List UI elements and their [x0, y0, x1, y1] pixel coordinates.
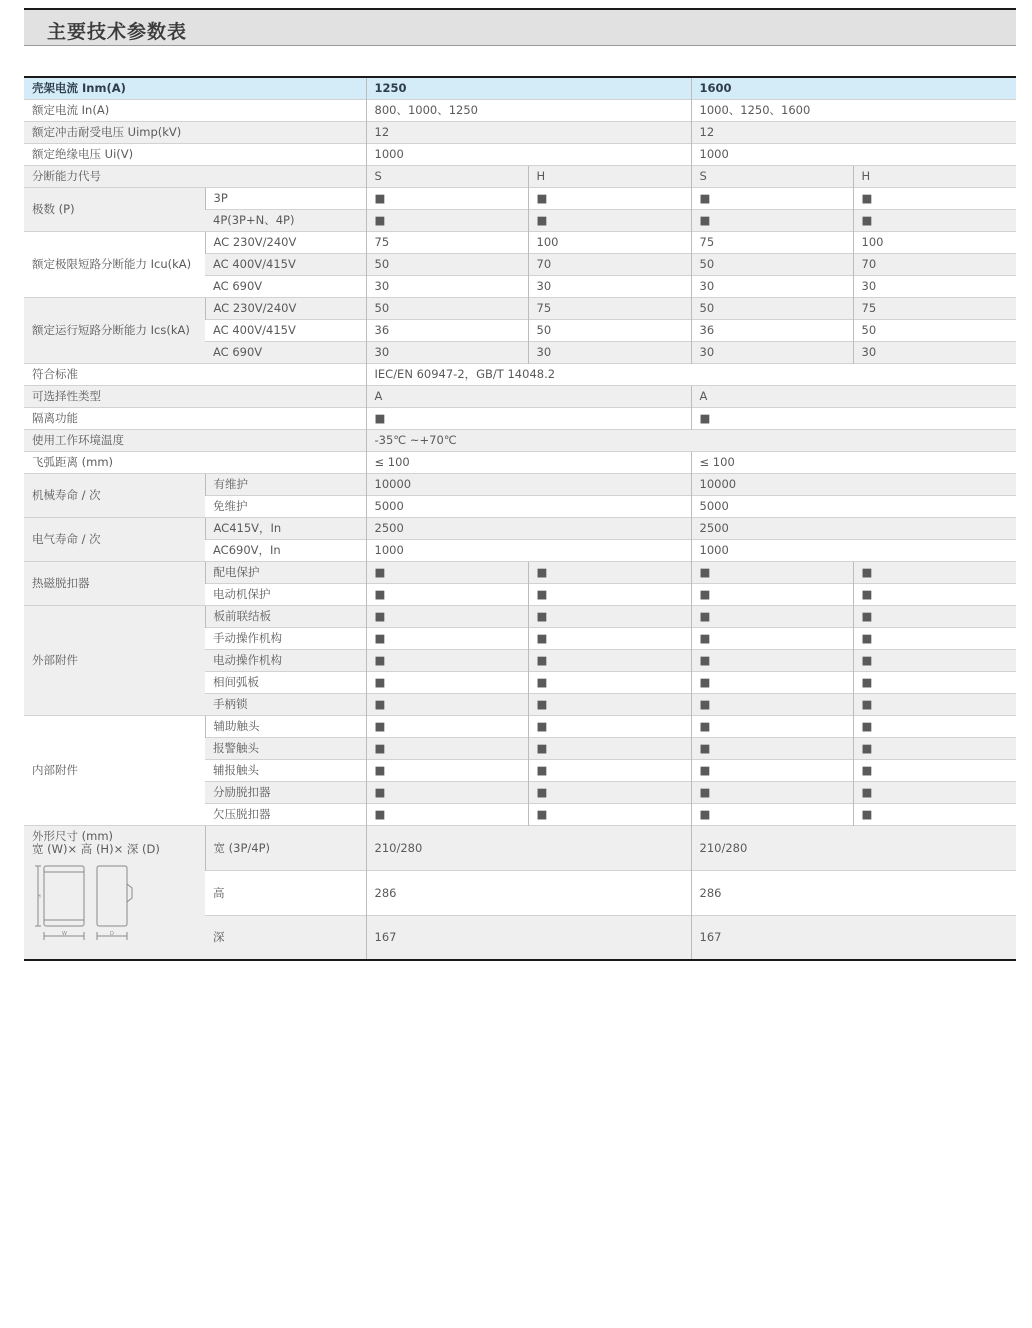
mark-cell: ■ — [366, 715, 528, 737]
table-row — [24, 297, 1016, 319]
row-label: 额定冲击耐受电压 Uimp(kV) — [24, 121, 366, 143]
cell-value: 100 — [853, 231, 1016, 253]
row-label: 符合标准 — [24, 363, 366, 385]
cell-value: 286 — [691, 870, 1016, 915]
mark-cell: ■ — [366, 671, 528, 693]
mark-cell: ■ — [691, 583, 853, 605]
cell-value: 50 — [366, 253, 528, 275]
cell-value: ≤ 100 — [366, 451, 691, 473]
row-group-label: 内部附件 — [24, 715, 205, 825]
mark-cell: ■ — [853, 649, 1016, 671]
row-group-label: 极数 (P) — [24, 187, 205, 231]
cell-value: 70 — [528, 253, 691, 275]
cell-value: 100 — [528, 231, 691, 253]
mark-cell: ■ — [366, 649, 528, 671]
row-sublabel: 电动机保护 — [205, 583, 366, 605]
mark-cell: ■ — [528, 209, 691, 231]
mark-cell: ■ — [853, 561, 1016, 583]
mark-cell: ■ — [853, 605, 1016, 627]
row-sublabel: 宽 (3P/4P) — [205, 825, 366, 870]
row-label: 额定电流 In(A) — [24, 99, 366, 121]
table-row — [24, 561, 1016, 583]
mark-cell: ■ — [528, 671, 691, 693]
mark-cell: ■ — [366, 605, 528, 627]
mark-cell: ■ — [853, 583, 1016, 605]
row-sublabel: 深 — [205, 915, 366, 960]
cell-value: 5000 — [691, 495, 1016, 517]
cell-value: 30 — [691, 275, 853, 297]
table-row — [24, 517, 1016, 539]
depth-dimension-label: D — [110, 930, 114, 937]
row-group-label: 额定运行短路分断能力 Ics(kA) — [24, 297, 205, 363]
table-row — [24, 165, 1016, 187]
mark-cell: ■ — [853, 759, 1016, 781]
mark-cell: ■ — [691, 737, 853, 759]
table-row — [24, 715, 1016, 737]
cell-value: 1000 — [691, 539, 1016, 561]
cell-value: 286 — [366, 870, 691, 915]
row-label: 可选择性类型 — [24, 385, 366, 407]
cell-value: 50 — [366, 297, 528, 319]
mark-cell: ■ — [853, 209, 1016, 231]
row-sublabel: 手柄锁 — [205, 693, 366, 715]
row-sublabel: 板前联结板 — [205, 605, 366, 627]
side-view-handle — [127, 884, 132, 902]
cell-value: 10000 — [366, 473, 691, 495]
table-row — [24, 473, 1016, 495]
mark-cell: ■ — [853, 187, 1016, 209]
row-sublabel: 免维护 — [205, 495, 366, 517]
table-row — [24, 187, 1016, 209]
mark-cell: ■ — [366, 759, 528, 781]
mark-cell: ■ — [366, 407, 691, 429]
cell-value: 30 — [691, 341, 853, 363]
cell-value: -35℃ ~+70℃ — [366, 429, 1016, 451]
cell-value: S — [691, 165, 853, 187]
row-sublabel: AC 230V/240V — [205, 297, 366, 319]
height-dimension-label: H — [37, 893, 41, 900]
table-row — [24, 825, 1016, 870]
mark-cell: ■ — [691, 671, 853, 693]
table-row — [24, 605, 1016, 627]
cell-value: 50 — [691, 297, 853, 319]
cell-value: 1000 — [366, 539, 691, 561]
mark-cell: ■ — [528, 693, 691, 715]
cell-value: 75 — [366, 231, 528, 253]
cell-value: 167 — [366, 915, 691, 960]
cell-value: 50 — [691, 253, 853, 275]
cell-value: 10000 — [691, 473, 1016, 495]
cell-value: 12 — [691, 121, 1016, 143]
cell-value: 2500 — [691, 517, 1016, 539]
cell-value: H — [853, 165, 1016, 187]
mark-cell: ■ — [528, 781, 691, 803]
cell-value: 30 — [366, 275, 528, 297]
row-sublabel: 3P — [205, 187, 366, 209]
title-bar — [24, 8, 1016, 46]
spec-table — [24, 76, 1016, 961]
row-group-label: 电气寿命 / 次 — [24, 517, 205, 561]
cell-value: ≤ 100 — [691, 451, 1016, 473]
frame-1600-header: 1600 — [691, 77, 1016, 99]
cell-value: H — [528, 165, 691, 187]
row-group-label: 机械寿命 / 次 — [24, 473, 205, 517]
cell-value: A — [366, 385, 691, 407]
row-sublabel: 电动操作机构 — [205, 649, 366, 671]
cell-value: 75 — [528, 297, 691, 319]
row-sublabel: 配电保护 — [205, 561, 366, 583]
cell-value: 30 — [853, 275, 1016, 297]
row-sublabel: 手动操作机构 — [205, 627, 366, 649]
table-row — [24, 429, 1016, 451]
row-sublabel: 欠压脱扣器 — [205, 803, 366, 825]
mark-cell: ■ — [528, 561, 691, 583]
row-label: 隔离功能 — [24, 407, 366, 429]
mark-cell: ■ — [528, 759, 691, 781]
row-label: 额定绝缘电压 Ui(V) — [24, 143, 366, 165]
mark-cell: ■ — [528, 803, 691, 825]
cell-value: 50 — [853, 319, 1016, 341]
table-row — [24, 121, 1016, 143]
cell-value: 30 — [853, 341, 1016, 363]
cell-value: 36 — [691, 319, 853, 341]
cell-value: 75 — [691, 231, 853, 253]
table-row — [24, 385, 1016, 407]
mark-cell: ■ — [366, 209, 528, 231]
row-sublabel: AC 230V/240V — [205, 231, 366, 253]
cell-value: 75 — [853, 297, 1016, 319]
table-header-row — [24, 77, 1016, 99]
mark-cell: ■ — [528, 187, 691, 209]
row-group-label: 额定极限短路分断能力 Icu(kA) — [24, 231, 205, 297]
mark-cell: ■ — [691, 803, 853, 825]
mark-cell: ■ — [691, 781, 853, 803]
mark-cell: ■ — [528, 605, 691, 627]
mark-cell: ■ — [366, 583, 528, 605]
mark-cell: ■ — [853, 781, 1016, 803]
row-sublabel: 有维护 — [205, 473, 366, 495]
frame-1250-header: 1250 — [366, 77, 691, 99]
row-sublabel: AC 690V — [205, 275, 366, 297]
row-sublabel: AC415V，In — [205, 517, 366, 539]
row-sublabel: 相间弧板 — [205, 671, 366, 693]
row-sublabel: 辅助触头 — [205, 715, 366, 737]
cell-value: 800、1000、1250 — [366, 99, 691, 121]
cell-value: 1000 — [366, 143, 691, 165]
mark-cell: ■ — [366, 781, 528, 803]
mark-cell: ■ — [366, 187, 528, 209]
row-sublabel: 高 — [205, 870, 366, 915]
table-row — [24, 451, 1016, 473]
row-group-label: 热磁脱扣器 — [24, 561, 205, 605]
width-dimension-label: W — [62, 930, 67, 937]
cell-value: 30 — [366, 341, 528, 363]
mark-cell: ■ — [366, 561, 528, 583]
mark-cell: ■ — [691, 627, 853, 649]
cell-value: S — [366, 165, 528, 187]
cell-value: 36 — [366, 319, 528, 341]
cell-value: 5000 — [366, 495, 691, 517]
front-view-outline — [44, 866, 84, 926]
row-label: 使用工作环境温度 — [24, 429, 366, 451]
breaker-outline-diagram — [32, 864, 152, 948]
row-sublabel: AC690V，In — [205, 539, 366, 561]
page-title: 主要技术参数表 — [47, 21, 188, 43]
cell-value: 70 — [853, 253, 1016, 275]
table-row — [24, 363, 1016, 385]
cell-value: 30 — [528, 275, 691, 297]
row-sublabel: AC 400V/415V — [205, 319, 366, 341]
mark-cell: ■ — [528, 627, 691, 649]
frame-current-label: 壳架电流 Inm(A) — [24, 77, 366, 99]
mark-cell: ■ — [366, 627, 528, 649]
cell-value: IEC/EN 60947-2，GB/T 14048.2 — [366, 363, 1016, 385]
mark-cell: ■ — [528, 649, 691, 671]
mark-cell: ■ — [366, 693, 528, 715]
side-view-outline — [97, 866, 127, 926]
row-label: 飞弧距离 (mm) — [24, 451, 366, 473]
mark-cell: ■ — [853, 803, 1016, 825]
row-sublabel: 分励脱扣器 — [205, 781, 366, 803]
table-row — [24, 143, 1016, 165]
dimensions-label-cell — [24, 825, 205, 960]
mark-cell: ■ — [528, 583, 691, 605]
table-row — [24, 99, 1016, 121]
cell-value: 2500 — [366, 517, 691, 539]
mark-cell: ■ — [691, 407, 1016, 429]
mark-cell: ■ — [366, 737, 528, 759]
row-group-label: 外部附件 — [24, 605, 205, 715]
row-label: 分断能力代号 — [24, 165, 366, 187]
cell-value: 50 — [528, 319, 691, 341]
cell-value: 30 — [528, 341, 691, 363]
mark-cell: ■ — [853, 715, 1016, 737]
mark-cell: ■ — [691, 715, 853, 737]
mark-cell: ■ — [528, 715, 691, 737]
mark-cell: ■ — [691, 649, 853, 671]
mark-cell: ■ — [528, 737, 691, 759]
mark-cell: ■ — [691, 759, 853, 781]
cell-value: 1000 — [691, 143, 1016, 165]
cell-value: A — [691, 385, 1016, 407]
cell-value: 167 — [691, 915, 1016, 960]
cell-value: 210/280 — [366, 825, 691, 870]
mark-cell: ■ — [853, 693, 1016, 715]
mark-cell: ■ — [691, 187, 853, 209]
mark-cell: ■ — [691, 209, 853, 231]
table-row — [24, 231, 1016, 253]
cell-value: 1000、1250、1600 — [691, 99, 1016, 121]
mark-cell: ■ — [366, 803, 528, 825]
row-sublabel: 辅报触头 — [205, 759, 366, 781]
row-sublabel: 4P(3P+N、4P) — [205, 209, 366, 231]
table-row — [24, 407, 1016, 429]
mark-cell: ■ — [691, 561, 853, 583]
mark-cell: ■ — [691, 693, 853, 715]
cell-value: 210/280 — [691, 825, 1016, 870]
cell-value: 12 — [366, 121, 691, 143]
mark-cell: ■ — [853, 737, 1016, 759]
row-sublabel: AC 400V/415V — [205, 253, 366, 275]
row-sublabel: 报警触头 — [205, 737, 366, 759]
mark-cell: ■ — [691, 605, 853, 627]
mark-cell: ■ — [853, 627, 1016, 649]
dimensions-formula: 宽 (W)× 高 (H)× 深 (D) — [32, 841, 160, 856]
mark-cell: ■ — [853, 671, 1016, 693]
dimensions-label: 外形尺寸 (mm) — [32, 828, 114, 843]
row-sublabel: AC 690V — [205, 341, 366, 363]
